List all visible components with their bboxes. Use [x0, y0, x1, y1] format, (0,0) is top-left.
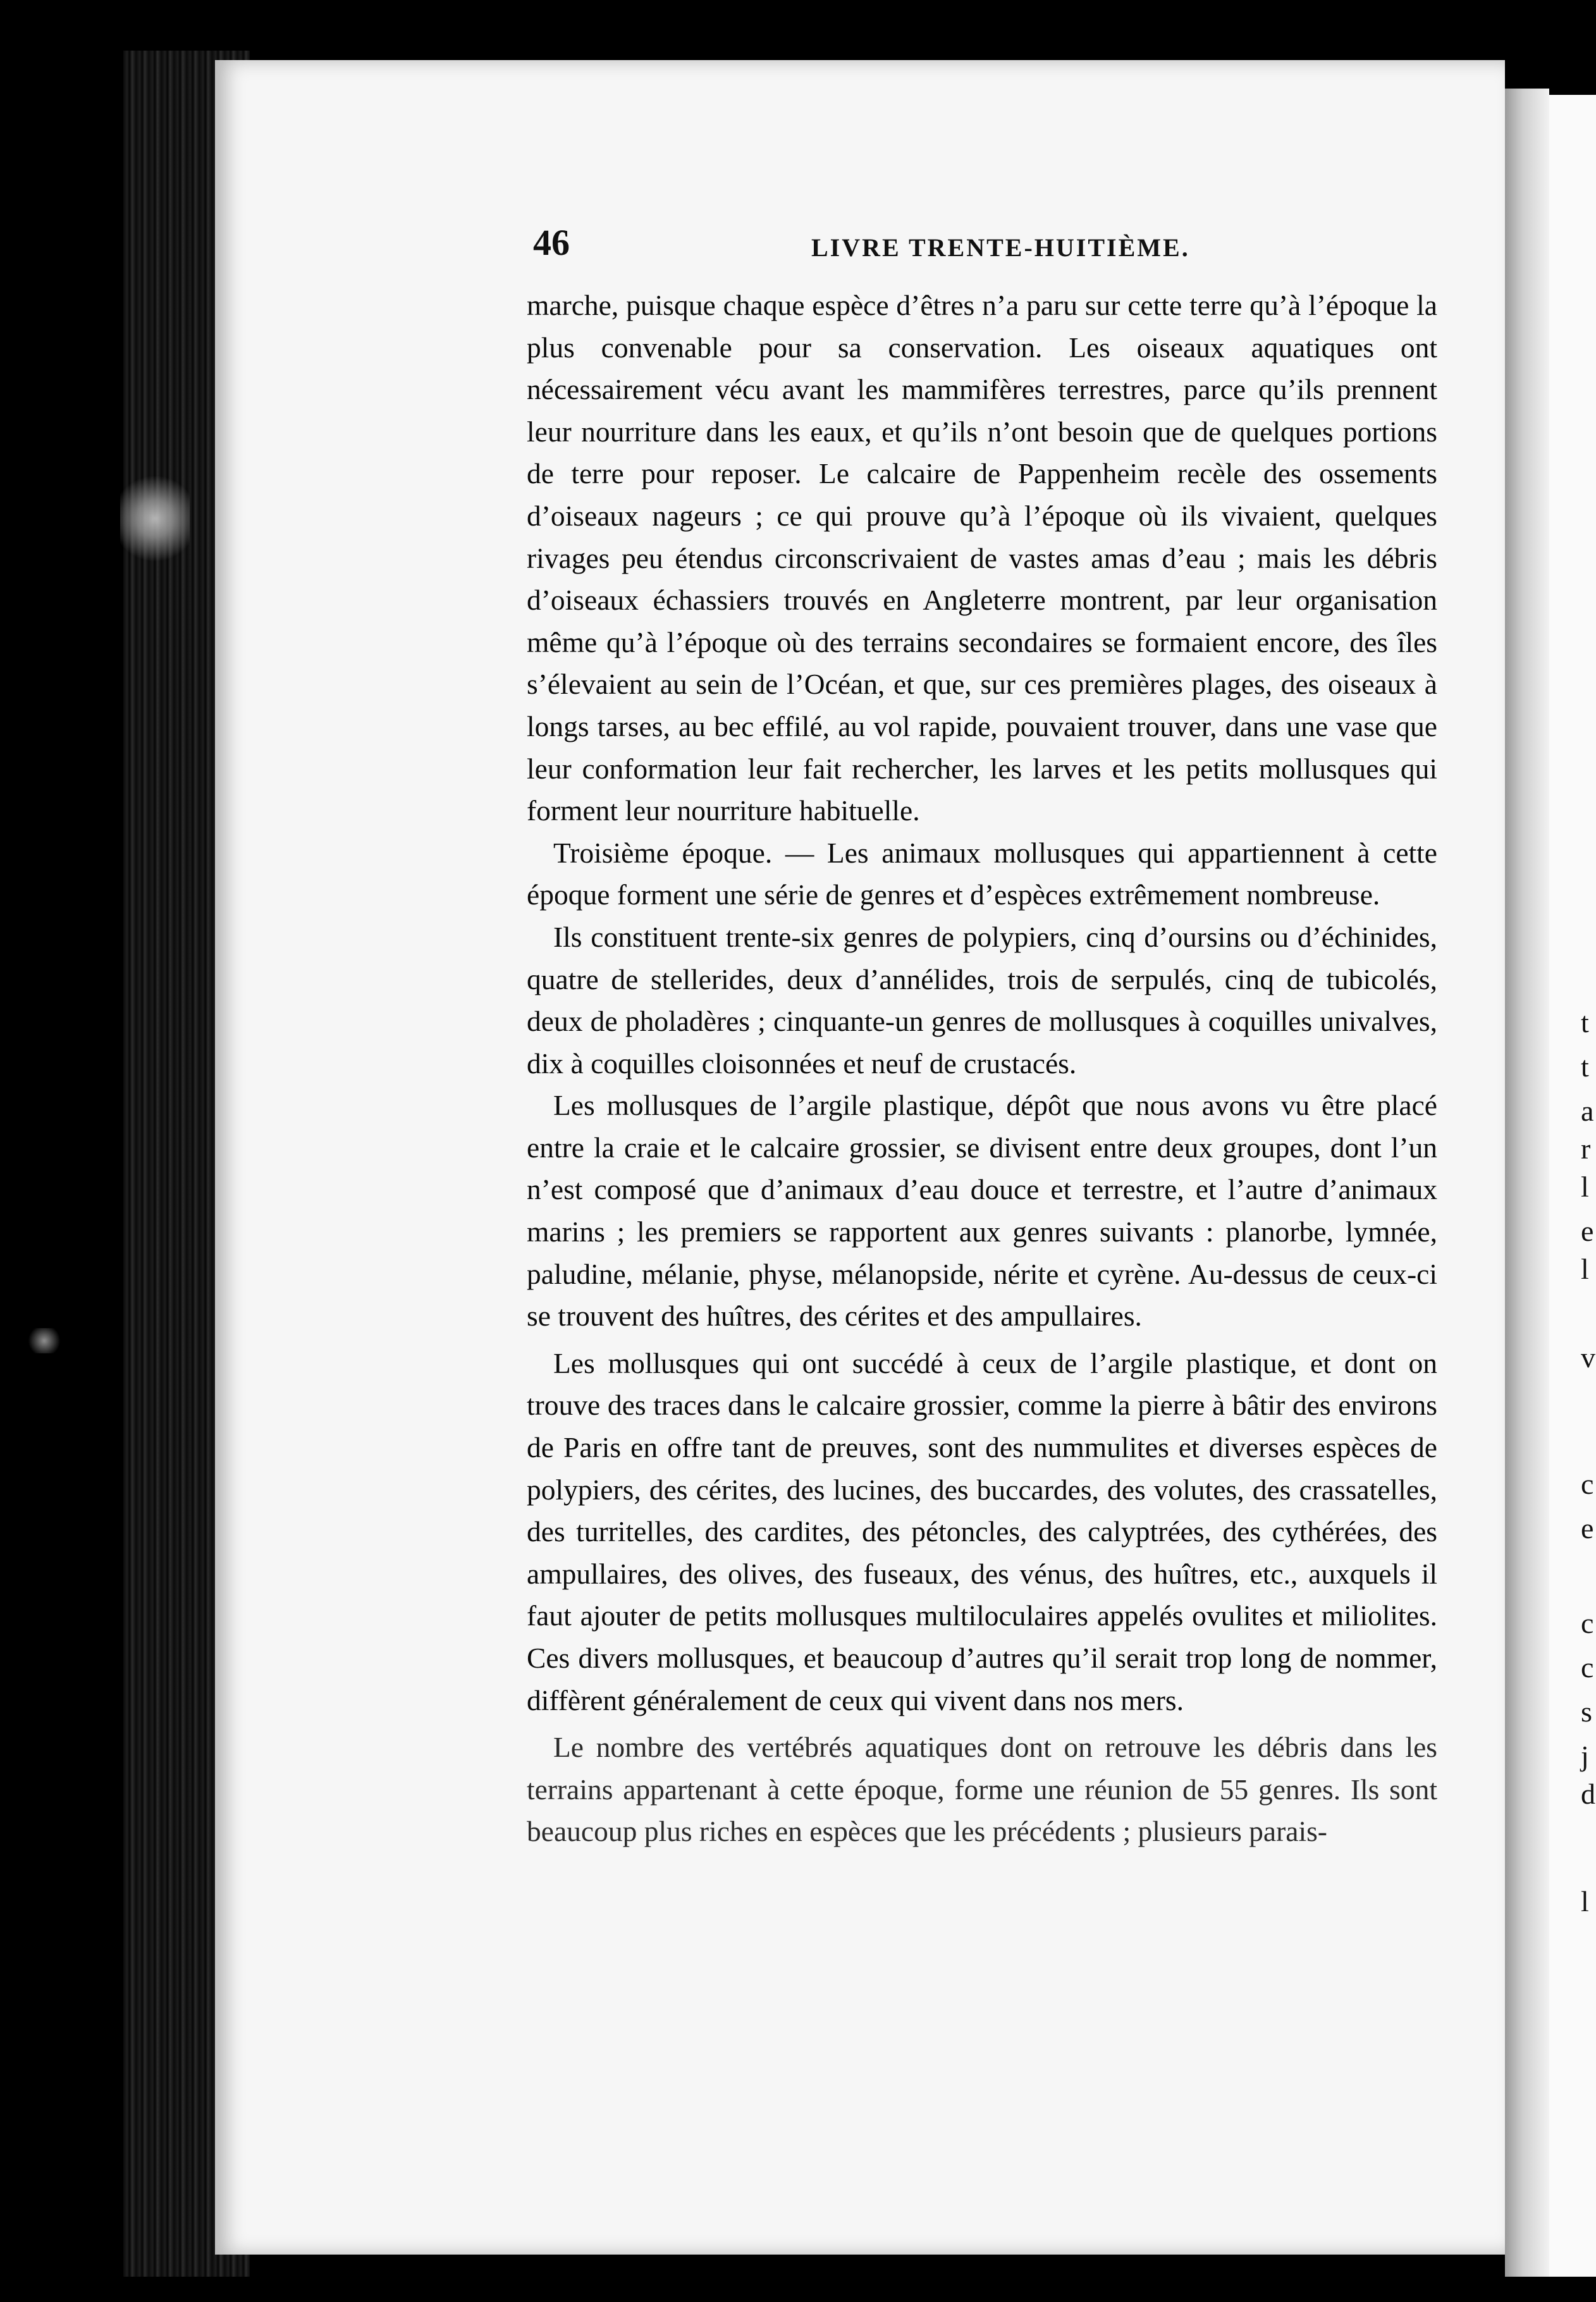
facing-page-letter: v	[1581, 1341, 1595, 1374]
facing-page-letter: r	[1581, 1133, 1591, 1165]
page-header	[533, 221, 1596, 272]
facing-page-letter: t	[1581, 1050, 1589, 1083]
paper-damage-spot	[120, 468, 190, 569]
facing-page-letter: c	[1581, 1651, 1594, 1683]
paragraph: Ils constituent trente-six genres de polypiers, cinq d’oursins ou d’échinides, quatre de stellerides, deux d’annélides, trois de serpulés, cinq de tubicolés, deux de pholadères ; cinquante-un genres de mollusques à coquilles univalves, dix à coquilles cloisonnées et neuf de crustacés.	[527, 920, 1437, 1080]
facing-page-letter: s	[1581, 1696, 1592, 1728]
running-title: LIVRE TRENTE-HUITIÈME.	[811, 233, 1190, 262]
facing-page-letter: l	[1581, 1885, 1589, 1917]
facing-page-edge	[1549, 95, 1596, 2277]
facing-page-letter: c	[1581, 1607, 1594, 1639]
facing-page-letter: a	[1581, 1095, 1594, 1127]
paper-damage-spot	[25, 1328, 63, 1353]
facing-page-letter: l	[1581, 1171, 1589, 1203]
facing-page-letter: j	[1581, 1740, 1589, 1772]
gutter-shadow	[1505, 89, 1549, 2277]
paragraph: Troisième époque. — Les animaux mollusques qui appartiennent à cette époque forment une série de genres et d’espèces extrêmement nombreuse.	[527, 836, 1437, 911]
page-number: 46	[533, 222, 570, 263]
facing-page-letter: l	[1581, 1253, 1589, 1285]
paragraph: Les mollusques qui ont succédé à ceux de l’argile plastique, et dont on trouve des traces dans le calcaire grossier, comme la pierre à bâtir des environs de Paris en offre tant de preuves, sont des nummulites et diverses espèces de polypiers, des cérites, des lucines, des buccardes, des volutes, des crassatelles, des turritelles, des cardites, des pétoncles, des calyptrées, des cythérées, des ampullaires, des olives, des fuseaux, des vénus, des huîtres, etc., auxquels il faut ajouter de petits mollusques multiloculaires appelés ovulites et miliolites. Ces divers mollusques, et beaucoup d’autres qu’il serait trop long de nommer, diffèrent généralement de ceux qui vivent dans nos mers.	[527, 1346, 1437, 1716]
facing-page-letter: d	[1581, 1778, 1595, 1810]
facing-page-letter: t	[1581, 1006, 1589, 1038]
facing-page-letter: e	[1581, 1512, 1594, 1544]
paragraph: Les mollusques de l’argile plastique, dépôt que nous avons vu être placé entre la craie et le calcaire grossier, se divisent entre deux groupes, dont l’un n’est composé que d’animaux d’eau douce et terrestre, et l’autre d’animaux marins ; les premiers se rapportent aux genres suivants : planorbe, lymnée, paludine, mélanie, physe, mélanopside, nérite et cyrène. Au-dessus de ceux-ci se trouvent des huîtres, des cérites et des ampullaires.	[527, 1089, 1437, 1333]
paragraph: marche, puisque chaque espèce d’êtres n’a paru sur cette terre qu’à l’époque la plus convenable pour sa conservation. Les oiseaux aquatiques ont nécessairement vécu avant les mammifères terrestres, parce qu’ils prennent leur nourriture dans les eaux, et qu’ils n’ont besoin que de quelques portions de terre pour reposer. Le calcaire de Pappenheim recèle des ossements d’oiseaux nageurs ; ce qui prouve qu’à l’époque où ils vivaient, quelques rivages peu étendus circonscrivaient de vastes amas d’eau ; mais les débris d’oiseaux échassiers trouvés en Angleterre montrent, par leur organisation même qu’à l’époque où des terrains secondaires se formaient encore, des îles s’élevaient au sein de l’Océan, et que, sur ces premières plages, des oiseaux à longs tarses, au bec effilé, au vol rapide, pouvaient trouver, dans une vase que leur conformation leur fait rechercher, les larves et les petits mollusques qui forment leur nourriture habituelle.	[527, 289, 1437, 827]
facing-page-letter: c	[1581, 1468, 1594, 1500]
paragraph: Le nombre des vertébrés aquatiques dont on retrouve les débris dans les terrains appartenant à cette époque, forme une réunion de 55 genres. Ils sont beaucoup plus riches en espèces que les précédents ; plusieurs parais-	[527, 1731, 1437, 1848]
body-text	[527, 285, 1437, 1853]
facing-page-letter: e	[1581, 1215, 1594, 1247]
